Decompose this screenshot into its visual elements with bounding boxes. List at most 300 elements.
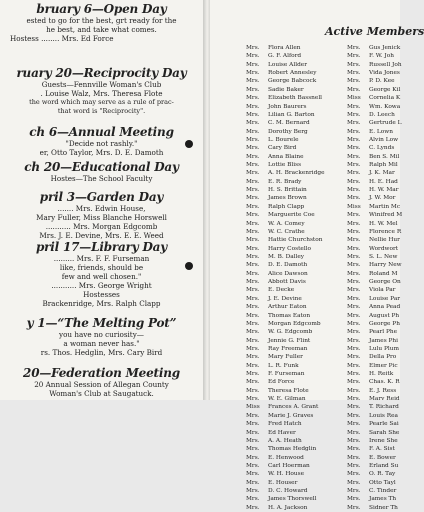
event-garden-day bbox=[0, 190, 203, 240]
member-name: Pearl Phe bbox=[369, 329, 398, 336]
member-row bbox=[246, 445, 325, 453]
member-row bbox=[347, 353, 402, 361]
member-name: Elmer Pic bbox=[369, 362, 398, 369]
member-row bbox=[347, 295, 402, 303]
member-title: Mrs. bbox=[246, 145, 260, 152]
member-title: Mrs. bbox=[246, 471, 260, 478]
member-row bbox=[347, 437, 402, 445]
member-row bbox=[246, 403, 325, 411]
member-name: Jennie G. Flint bbox=[268, 337, 311, 344]
member-title: Mrs. bbox=[246, 320, 260, 327]
member-name: Fred Hatch bbox=[268, 421, 302, 428]
member-row bbox=[347, 128, 402, 136]
member-name: Wm. Kowa bbox=[369, 103, 401, 110]
member-title: Mrs. bbox=[347, 488, 361, 495]
member-name: Lilian G. Barton bbox=[268, 111, 315, 118]
member-name: P. D. Kee bbox=[369, 78, 395, 85]
member-row bbox=[347, 186, 402, 194]
member-title: Mrs. bbox=[246, 362, 260, 369]
member-name: Anna Blaine bbox=[268, 153, 304, 160]
member-title: Mrs. bbox=[347, 421, 361, 428]
member-row bbox=[347, 203, 402, 211]
member-name: C. Tinder bbox=[369, 488, 397, 495]
member-title: Mrs. bbox=[246, 504, 260, 511]
member-row bbox=[246, 61, 325, 69]
event-line: Woman's Club at Saugatuck. bbox=[49, 389, 154, 398]
member-name: W. A. Comey bbox=[268, 220, 305, 227]
member-row bbox=[347, 328, 402, 336]
member-title: Mrs. bbox=[246, 354, 260, 361]
member-title: Mrs. bbox=[246, 128, 260, 135]
member-row bbox=[347, 337, 402, 345]
member-row bbox=[347, 378, 402, 386]
member-title: Mrs. bbox=[347, 354, 361, 361]
member-title: Mrs. bbox=[246, 462, 260, 469]
event-heading: pril 3—Garden Day bbox=[39, 190, 164, 204]
member-row bbox=[347, 52, 402, 60]
member-name: C. M. Bernard bbox=[268, 120, 310, 127]
member-name: Viola Par bbox=[369, 287, 396, 294]
member-title: Mrs. bbox=[347, 504, 361, 511]
member-title: Mrs. bbox=[347, 437, 361, 444]
member-name: L. R. Funk bbox=[268, 362, 299, 369]
member-title: Mrs. bbox=[347, 404, 361, 411]
member-name: A. A. Heath bbox=[268, 437, 302, 444]
member-row bbox=[246, 370, 325, 378]
member-row bbox=[246, 395, 325, 403]
member-row bbox=[347, 270, 402, 278]
member-name: A. H. Brackenridge bbox=[268, 170, 325, 177]
member-name: Cornelia K bbox=[369, 95, 401, 102]
member-row bbox=[347, 136, 402, 144]
member-name: Sadie Baker bbox=[268, 86, 304, 93]
member-title: Mrs. bbox=[347, 187, 361, 194]
member-name: O. R. Tay bbox=[369, 471, 396, 478]
member-name: Ralph Clapp bbox=[268, 203, 305, 210]
member-row bbox=[347, 169, 402, 177]
member-name: George Kil bbox=[369, 86, 401, 93]
member-title: Mrs. bbox=[347, 295, 361, 302]
member-row bbox=[347, 487, 402, 495]
member-title: Mrs. bbox=[246, 371, 260, 378]
member-name: Thomas Eaton bbox=[268, 312, 311, 319]
member-name: D. E. Damoth bbox=[268, 262, 308, 269]
member-name: D. Leech bbox=[369, 111, 395, 118]
member-title: Mrs. bbox=[246, 111, 260, 118]
member-name: Dorothy Berg bbox=[268, 128, 308, 135]
member-name: Cary Bird bbox=[268, 145, 297, 152]
event-line: ......... Mrs. F. F. Furseman bbox=[53, 254, 150, 263]
member-name: Sarah She bbox=[369, 429, 400, 436]
member-row bbox=[246, 153, 325, 161]
member-row bbox=[246, 454, 325, 462]
event-line: Mary Fuller, Miss Blanche Horswell bbox=[36, 213, 167, 222]
member-row bbox=[347, 395, 402, 403]
member-row bbox=[347, 286, 402, 294]
member-name: Alice Dawson bbox=[268, 270, 308, 277]
member-row bbox=[246, 387, 325, 395]
event-line: you have no curiosity— bbox=[59, 330, 144, 339]
member-row bbox=[347, 44, 402, 52]
member-name: Louis Rea bbox=[369, 412, 398, 419]
member-title: Mrs. bbox=[246, 345, 260, 352]
member-title: Mrs. bbox=[347, 86, 361, 93]
member-name: E. Henwood bbox=[268, 454, 304, 461]
member-row bbox=[246, 128, 325, 136]
member-row bbox=[246, 228, 325, 236]
member-name: Otto Tayl bbox=[369, 479, 396, 486]
member-title: Mrs. bbox=[347, 429, 361, 436]
member-title: Mrs. bbox=[347, 371, 361, 378]
member-title: Mrs. bbox=[246, 195, 260, 202]
event-line: few and well chosen." bbox=[61, 272, 142, 281]
member-row bbox=[246, 303, 325, 311]
member-title: Mrs. bbox=[246, 212, 260, 219]
member-row bbox=[246, 479, 325, 487]
members-column-2 bbox=[347, 44, 402, 512]
member-name: H. W. Mel bbox=[369, 220, 398, 227]
member-title: Mrs. bbox=[347, 136, 361, 143]
member-title: Mrs. bbox=[347, 329, 361, 336]
member-name: Sidner Th bbox=[369, 504, 398, 511]
member-name: Wordwort bbox=[369, 245, 399, 252]
member-name: George Ph bbox=[369, 320, 400, 327]
member-row bbox=[246, 320, 325, 328]
member-title: Mrs. bbox=[246, 203, 260, 210]
member-row bbox=[347, 253, 402, 261]
member-row bbox=[347, 312, 402, 320]
member-name: Hattie Churchston bbox=[268, 237, 323, 244]
member-name: W. E. Gilman bbox=[268, 396, 306, 403]
member-title: Mrs. bbox=[347, 479, 361, 486]
member-name: Chas. K. R bbox=[369, 379, 400, 386]
event-heading: ruary 20—Reciprocity Day bbox=[16, 66, 187, 80]
member-title: Mrs. bbox=[246, 103, 260, 110]
member-title: Mrs. bbox=[246, 304, 260, 311]
member-name: Marv Reid bbox=[369, 396, 400, 403]
event-line: Mrs. J. E. Devine, Mrs. E. E. Weed bbox=[39, 231, 164, 240]
member-row bbox=[246, 77, 325, 85]
member-row bbox=[246, 52, 325, 60]
member-row bbox=[347, 211, 402, 219]
member-title: Mrs. bbox=[347, 45, 361, 51]
member-title: Mrs. bbox=[347, 396, 361, 403]
member-name: John Baurers bbox=[268, 103, 307, 110]
member-row bbox=[347, 303, 402, 311]
member-title: Mrs. bbox=[347, 220, 361, 227]
member-name: Russell Joh bbox=[369, 61, 402, 68]
member-row bbox=[246, 278, 325, 286]
member-title: Mrs. bbox=[246, 70, 260, 77]
member-name: Winifred M bbox=[369, 212, 403, 219]
member-row bbox=[347, 495, 402, 503]
member-row bbox=[246, 69, 325, 77]
member-row bbox=[347, 86, 402, 94]
member-title: Mrs. bbox=[347, 387, 361, 394]
member-title: Mrs. bbox=[246, 421, 260, 428]
event-line: er, Otto Taylor, Mrs. D. E. Damoth bbox=[39, 148, 164, 157]
event-educational-day bbox=[0, 160, 203, 183]
member-row bbox=[246, 495, 325, 503]
member-title: Mrs. bbox=[347, 379, 361, 386]
member-name: Ed Haver bbox=[268, 429, 296, 436]
member-title: Mrs. bbox=[246, 187, 260, 194]
member-name: Arthur Eaton bbox=[268, 304, 307, 311]
member-name: E. Decke bbox=[268, 287, 295, 294]
member-name: James Thorswell bbox=[268, 496, 317, 503]
member-title: Mrs. bbox=[246, 479, 260, 486]
member-name: Harry New bbox=[369, 262, 402, 269]
event-heading: 20—Federation Meeting bbox=[23, 366, 180, 380]
member-name: E. Bower bbox=[369, 454, 396, 461]
event-federation-meeting bbox=[0, 366, 203, 398]
member-row bbox=[246, 353, 325, 361]
event-line: Hostes—The School Faculty bbox=[50, 174, 153, 183]
member-row bbox=[347, 69, 402, 77]
member-name: Theresa Flote bbox=[268, 387, 309, 394]
member-row bbox=[246, 86, 325, 94]
member-row bbox=[347, 261, 402, 269]
event-line: ....... Mrs. Edwin House, bbox=[57, 204, 146, 213]
member-title: Mrs. bbox=[246, 287, 260, 294]
member-title: Mrs. bbox=[246, 337, 260, 344]
member-title: Mrs. bbox=[347, 70, 361, 77]
member-title: Mrs. bbox=[246, 253, 260, 260]
member-title: Mrs. bbox=[246, 446, 260, 453]
member-name: J. E. Devine bbox=[268, 295, 302, 302]
member-title: Miss bbox=[347, 203, 361, 210]
member-row bbox=[347, 94, 402, 102]
member-title: Mrs. bbox=[347, 195, 361, 202]
binding-hole bbox=[185, 140, 193, 148]
member-title: Mrs. bbox=[347, 304, 361, 311]
member-row bbox=[347, 370, 402, 378]
member-row bbox=[347, 470, 402, 478]
member-name: W. C. Crathe bbox=[268, 228, 305, 235]
member-row bbox=[347, 454, 402, 462]
member-row bbox=[347, 362, 402, 370]
member-row bbox=[347, 77, 402, 85]
member-title: Mrs. bbox=[246, 78, 260, 85]
member-title: Mrs. bbox=[347, 412, 361, 419]
member-name: H. A. Jackson bbox=[268, 504, 308, 511]
event-line: ........... Mrs. George Wright bbox=[51, 281, 152, 290]
member-name: W. H. House bbox=[268, 471, 305, 478]
member-name: Erland Su bbox=[369, 462, 399, 469]
member-name: H. E. Had bbox=[369, 178, 398, 185]
member-row bbox=[246, 111, 325, 119]
member-name: Abbott Davis bbox=[268, 279, 306, 286]
member-row bbox=[347, 236, 402, 244]
member-row bbox=[347, 153, 402, 161]
member-title: Mrs. bbox=[347, 78, 361, 85]
member-row bbox=[246, 178, 325, 186]
member-title: Mrs. bbox=[347, 279, 361, 286]
member-name: Gertrude L bbox=[369, 120, 402, 127]
member-name: J. K. Mar bbox=[369, 170, 395, 177]
member-name: Della Pro bbox=[369, 354, 397, 361]
member-title: Miss bbox=[347, 95, 361, 102]
member-name: E. J. Ress bbox=[369, 387, 397, 394]
event-heading: bruary 6—Open Day bbox=[36, 2, 167, 16]
member-name: G. F. Alford bbox=[268, 53, 302, 60]
event-line: 20 Annual Session of Allegan County bbox=[34, 380, 169, 389]
member-name: James Brown bbox=[268, 195, 307, 202]
member-title: Mrs. bbox=[246, 53, 260, 60]
member-name: Nellie Hur bbox=[369, 237, 400, 244]
member-title: Mrs. bbox=[246, 379, 260, 386]
member-row bbox=[347, 429, 402, 437]
member-title: Mrs. bbox=[347, 178, 361, 185]
member-title: Mrs. bbox=[347, 237, 361, 244]
member-name: Martin Mc bbox=[369, 203, 401, 210]
member-title: Mrs. bbox=[246, 295, 260, 302]
member-row bbox=[246, 136, 325, 144]
member-name: Ralph Mil bbox=[369, 162, 398, 169]
event-line: "Decide not rashly." bbox=[65, 139, 138, 148]
member-name: H. S. Brittain bbox=[268, 187, 307, 194]
member-title: Mrs. bbox=[246, 162, 260, 169]
member-row bbox=[347, 161, 402, 169]
member-name: Anna Pead bbox=[369, 304, 401, 311]
member-title: Mrs. bbox=[347, 454, 361, 461]
member-title: Mrs. bbox=[347, 337, 361, 344]
member-row bbox=[347, 320, 402, 328]
event-annual-meeting bbox=[0, 125, 203, 157]
event-library-day bbox=[0, 240, 203, 308]
member-row bbox=[246, 103, 325, 111]
member-title: Mrs. bbox=[246, 178, 260, 185]
member-title: Mrs. bbox=[246, 95, 260, 102]
member-title: Mrs. bbox=[246, 488, 260, 495]
member-row bbox=[246, 186, 325, 194]
member-title: Mrs. bbox=[246, 387, 260, 394]
member-row bbox=[347, 445, 402, 453]
member-title: Mrs. bbox=[347, 312, 361, 319]
member-row bbox=[246, 295, 325, 303]
member-title: Mrs. bbox=[347, 128, 361, 135]
member-name: James Phi bbox=[369, 337, 399, 344]
member-title: Mrs. bbox=[246, 170, 260, 177]
member-row bbox=[246, 236, 325, 244]
member-row bbox=[246, 211, 325, 219]
member-row bbox=[246, 119, 325, 127]
member-title: Mrs. bbox=[246, 437, 260, 444]
member-title: Mrs. bbox=[246, 429, 260, 436]
member-name: Roland M bbox=[369, 270, 398, 277]
member-name: Marie J. Graves bbox=[268, 412, 314, 419]
event-line: Guests—Fennville Woman's Club bbox=[41, 80, 162, 89]
member-name: E. Houser bbox=[268, 479, 298, 486]
page-gutter bbox=[203, 0, 210, 400]
member-row bbox=[347, 420, 402, 428]
member-title: Miss bbox=[246, 404, 260, 411]
member-title: Mrs. bbox=[347, 253, 361, 260]
member-row bbox=[246, 261, 325, 269]
member-name: Frances A. Grant bbox=[268, 404, 319, 411]
member-name: M. B. Dalley bbox=[268, 253, 305, 260]
member-name: Lottie Bliss bbox=[268, 162, 302, 169]
member-row bbox=[246, 161, 325, 169]
member-name: Flora Allen bbox=[268, 45, 301, 51]
binding-hole bbox=[185, 262, 193, 270]
member-title: Mrs. bbox=[246, 153, 260, 160]
member-name: Ben S. Mil bbox=[369, 153, 400, 160]
event-line: Brackenridge, Mrs. Ralph Clapp bbox=[42, 299, 161, 308]
member-title: Mrs. bbox=[347, 53, 361, 60]
member-title: Mrs. bbox=[246, 454, 260, 461]
member-title: Mrs. bbox=[246, 270, 260, 277]
member-title: Mrs. bbox=[347, 362, 361, 369]
event-line: Hostesses bbox=[83, 290, 120, 299]
member-title: Mrs. bbox=[246, 279, 260, 286]
member-name: H. Reitk bbox=[369, 371, 394, 378]
member-title: Mrs. bbox=[347, 320, 361, 327]
member-name: F. W. Joh bbox=[369, 53, 394, 60]
member-title: Mrs. bbox=[347, 120, 361, 127]
member-row bbox=[246, 328, 325, 336]
member-row bbox=[246, 437, 325, 445]
member-title: Mrs. bbox=[246, 237, 260, 244]
member-row bbox=[347, 245, 402, 253]
member-row bbox=[347, 144, 402, 152]
member-row bbox=[246, 412, 325, 420]
member-row bbox=[347, 479, 402, 487]
member-name: Carl Hoerman bbox=[268, 462, 310, 469]
member-name: F. A. Sist bbox=[369, 446, 395, 453]
member-title: Mrs. bbox=[246, 312, 260, 319]
member-title: Mrs. bbox=[347, 270, 361, 277]
member-row bbox=[347, 228, 402, 236]
member-name: Robert Annesley bbox=[268, 70, 317, 77]
page-title: Active Members bbox=[325, 25, 424, 38]
left-page bbox=[0, 0, 203, 400]
member-title: Mrs. bbox=[347, 245, 361, 252]
member-title: Mrs. bbox=[246, 396, 260, 403]
event-line: that word is "Reciprocity". bbox=[57, 107, 146, 115]
member-name: Vida Jones bbox=[369, 70, 400, 77]
member-row bbox=[246, 312, 325, 320]
member-row bbox=[347, 194, 402, 202]
member-name: George On bbox=[369, 279, 401, 286]
event-heading: pril 17—Library Day bbox=[35, 240, 168, 254]
member-title: Mrs. bbox=[246, 136, 260, 143]
member-row bbox=[246, 462, 325, 470]
member-row bbox=[246, 203, 325, 211]
member-row bbox=[347, 462, 402, 470]
member-title: Mrs. bbox=[246, 45, 260, 51]
member-row bbox=[246, 345, 325, 353]
member-title: Mrs. bbox=[246, 228, 260, 235]
member-name: August Ph bbox=[369, 312, 400, 319]
member-title: Mrs. bbox=[246, 220, 260, 227]
member-title: Mrs. bbox=[246, 61, 260, 68]
member-row bbox=[246, 362, 325, 370]
member-title: Mrs. bbox=[246, 245, 260, 252]
member-row bbox=[246, 470, 325, 478]
member-name: Marguerite Coe bbox=[268, 212, 315, 219]
member-row bbox=[246, 429, 325, 437]
member-row bbox=[347, 504, 402, 512]
member-row bbox=[246, 504, 325, 512]
member-title: Mrs. bbox=[347, 287, 361, 294]
member-title: Mrs. bbox=[347, 446, 361, 453]
member-name: George Babcock bbox=[268, 78, 317, 85]
event-heading: ch 20—Educational Day bbox=[24, 160, 179, 174]
member-title: Mrs. bbox=[347, 61, 361, 68]
members-column-1 bbox=[246, 44, 325, 512]
member-name: Florence R bbox=[369, 228, 402, 235]
